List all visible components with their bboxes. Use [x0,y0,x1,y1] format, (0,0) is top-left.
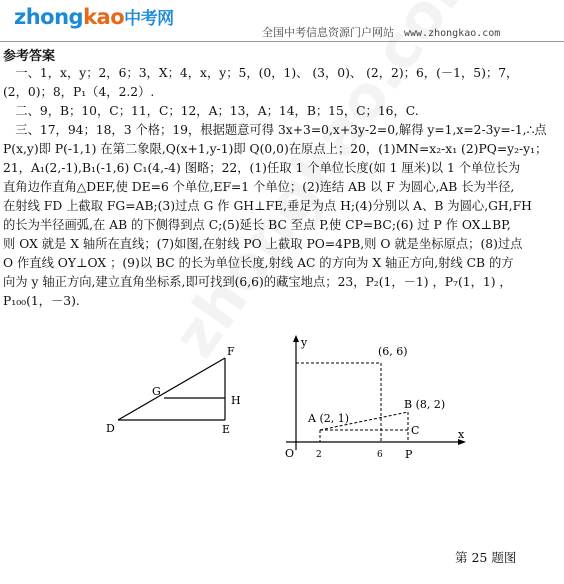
figure-caption: 第 25 题图 [455,550,517,565]
logo-text-cn: 中考网 [124,9,174,29]
site-url[interactable]: www.zhongkao.com [404,28,501,39]
label-y: y [301,336,308,349]
header-divider [0,41,564,42]
site-logo[interactable] [14,4,174,29]
answer-line: P₁₀₀(1，－3). [3,294,80,308]
triangle-figure [100,340,260,445]
label-h: H [231,394,241,407]
answer-line: (2，0)；8，P₁（4，2.2）. [3,85,155,99]
answer-line: 直角边作直角△DEF,使 DE=6 个单位,EF=1 个单位；(2)连结 AB 以 F 为圆心,AB 长为半径, [3,180,515,194]
label-treasure: (6, 6) [378,345,408,358]
answer-body [3,64,559,311]
label-a: A (2, 1) [308,412,350,425]
y-axis-arrow [293,335,299,342]
label-c: C [411,424,420,437]
answer-line: 二、9，B；10，C；11，C；12，A；13，A；14，B；15，C；16，C. [3,104,419,118]
label-f: F [227,345,235,358]
label-x: x [458,428,465,441]
site-header [0,0,564,42]
logo-text-kao: kao [83,5,125,29]
answer-line: 则 OX 就是 X 轴所在直线；(7)如图,在射线 PO 上截取 PO=4PB,则 O 就是坐标原点；(8)过点 [3,237,523,251]
answer-line: P(x,y)即 P(-1,1) 在第二象限,Q(x+1,y-1)即 Q(0,0)在原点上；20，(1)MN=x₂-x₁ (2)PQ=y₂-y₁； [3,142,548,156]
site-tagline [262,24,500,40]
label-origin: O [285,447,295,460]
coordinate-figure [280,330,470,465]
answer-line: 的长为半径画弧,在 AB 的下侧得到点 C;(5)延长 BC 至点 P,使 CP=BC;(6) 过 P 作 OX⊥BP, [3,218,511,232]
answer-line: 向为 y 轴正方向,建立直角坐标系,即可找到(6,6)的藏宝地点；23，P₂(1，－1) ，P₇(1，1) ， [3,275,512,289]
label-p: P [405,448,413,461]
answer-line: 21，A₁(2,-1),B₁(-1,6) C₁(4,-4) 图略；22，(1)任取 1 个单位长度(如 1 厘米)以 1 个单位长为 [3,161,521,175]
section-title: 参考答案 [3,49,56,64]
answer-line: 一、1，x，y；2，6；3，X；4，x，y；5，(0，1)、 (3，0)、 (2，2)；6，(－1，5)；7， [3,66,519,80]
answer-line: 三、17，94；18，3 个格；19，根据题意可得 3x+3=0,x+3y-2=0,解得 y=1,x=2-3y=-1,∴点 [3,123,547,137]
label-g: G [152,385,161,398]
answer-line: O 作直线 OY⊥OX ；(9)以 BC 的长为单位长度,射线 AC 的方向为 X 轴正方向,射线 CB 的方 [3,256,514,270]
label-d: D [106,422,115,435]
answer-line: 在射线 FD 上截取 FG=AB;(3)过点 G 作 GH⊥FE,垂足为点 H;(4)分别以 A、B 为圆心,GH,FH [3,199,532,213]
tagline-text: 全国中考信息资源门户网站 [262,26,394,39]
tick-2: 2 [316,450,322,460]
label-b: B (8, 2) [404,398,446,411]
label-e: E [222,423,231,436]
tick-6: 6 [377,450,383,460]
edge-df [118,358,225,420]
logo-text-zhong: zhong [14,5,84,29]
